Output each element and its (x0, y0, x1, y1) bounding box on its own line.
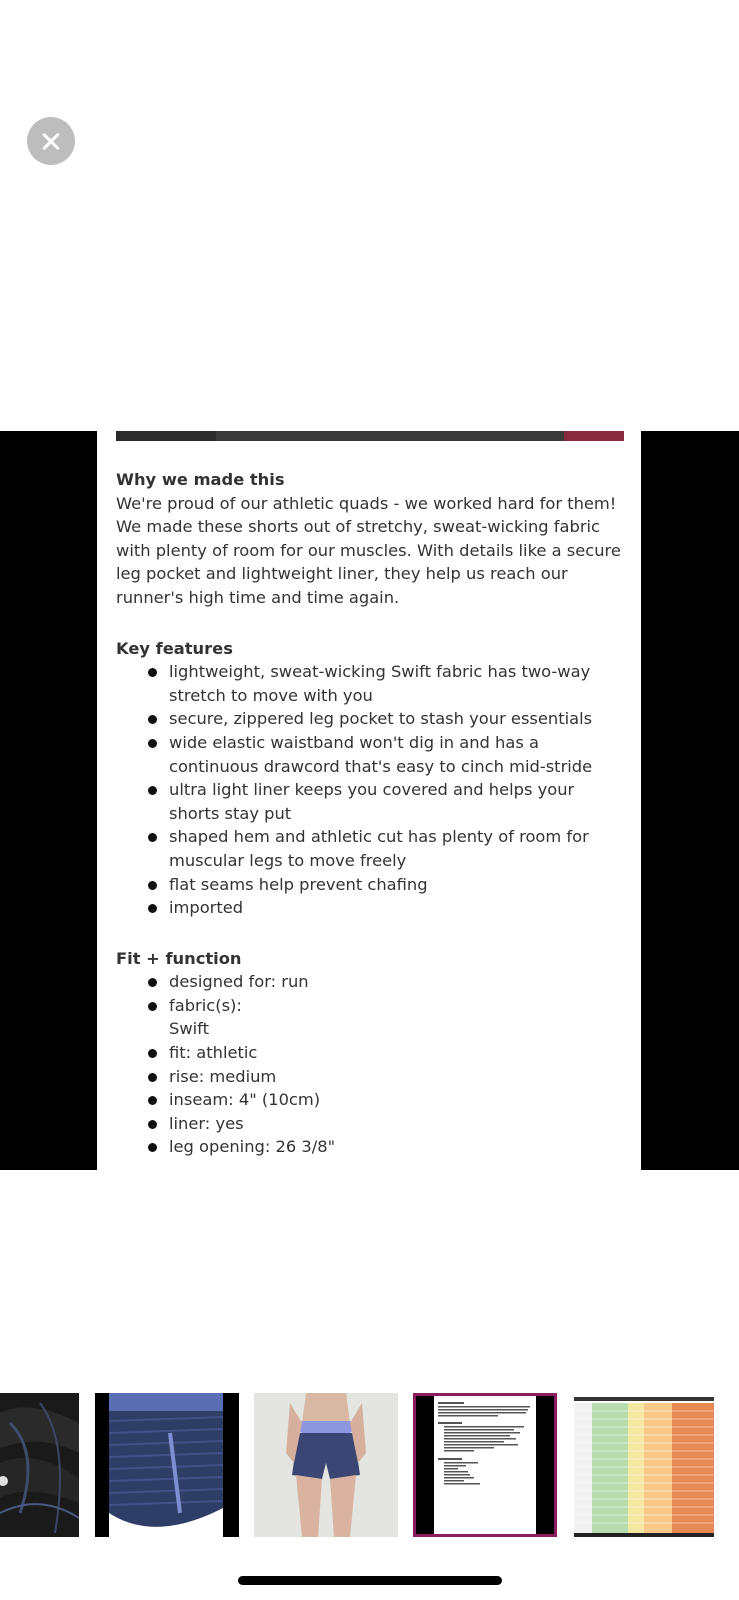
list-item: shaped hem and athletic cut has plenty of room for muscular legs to move freely (116, 825, 625, 872)
why-body: We're proud of our athletic quads - we worked hard for them! We made these shorts out of stretchy, sweat-wicking fabric with plenty of room for our muscles. With details like a secure leg pocket and lightweight liner, they help us reach our runner's high time and time again. (116, 493, 621, 607)
list-item: ultra light liner keeps you covered and helps your shorts stay put (116, 778, 625, 825)
features-list (116, 660, 625, 920)
list-item: fit: athletic (116, 1041, 625, 1065)
top-bar-accent-segment (564, 431, 624, 441)
thumbnail-strip[interactable] (0, 1393, 739, 1537)
list-item: rise: medium (116, 1065, 625, 1089)
list-item: secure, zippered leg pocket to stash your essentials (116, 707, 625, 731)
image-viewer[interactable] (0, 431, 739, 1170)
page-top-bar (116, 431, 624, 441)
close-button[interactable] (27, 117, 75, 165)
description-page (97, 431, 641, 1170)
list-item-continuation: Swift (169, 1019, 210, 1039)
list-item: liner: yes (116, 1112, 625, 1136)
list-item: fabric(s): (116, 994, 625, 1018)
features-title: Key features (116, 638, 233, 658)
list-item: lightweight, sweat-wicking Swift fabric has two-way stretch to move with you (116, 660, 625, 707)
fit-list (116, 970, 625, 1159)
thumbnail-shorts-pocket[interactable] (95, 1393, 239, 1537)
thumbnail-description[interactable] (413, 1393, 557, 1537)
thumbnail-shorts-model[interactable] (254, 1393, 398, 1537)
fit-title: Fit + function (116, 948, 242, 968)
list-item: designed for: run (116, 970, 625, 994)
thumbnail-price-chart[interactable] (572, 1393, 716, 1537)
list-item: wide elastic waistband won't dig in and has a continuous drawcord that's easy to cinch mid-stride (116, 731, 625, 778)
list-item: leg opening: 26 3/8" (116, 1135, 625, 1159)
list-item: inseam: 4" (10cm) (116, 1088, 625, 1112)
list-item: flat seams help prevent chafing (116, 873, 625, 897)
thumbnail-fabric-closeup[interactable] (0, 1393, 79, 1537)
top-bar-left-segment (116, 431, 216, 441)
why-title: Why we made this (116, 470, 285, 489)
list-item: imported (116, 896, 625, 920)
home-indicator[interactable] (238, 1576, 502, 1585)
